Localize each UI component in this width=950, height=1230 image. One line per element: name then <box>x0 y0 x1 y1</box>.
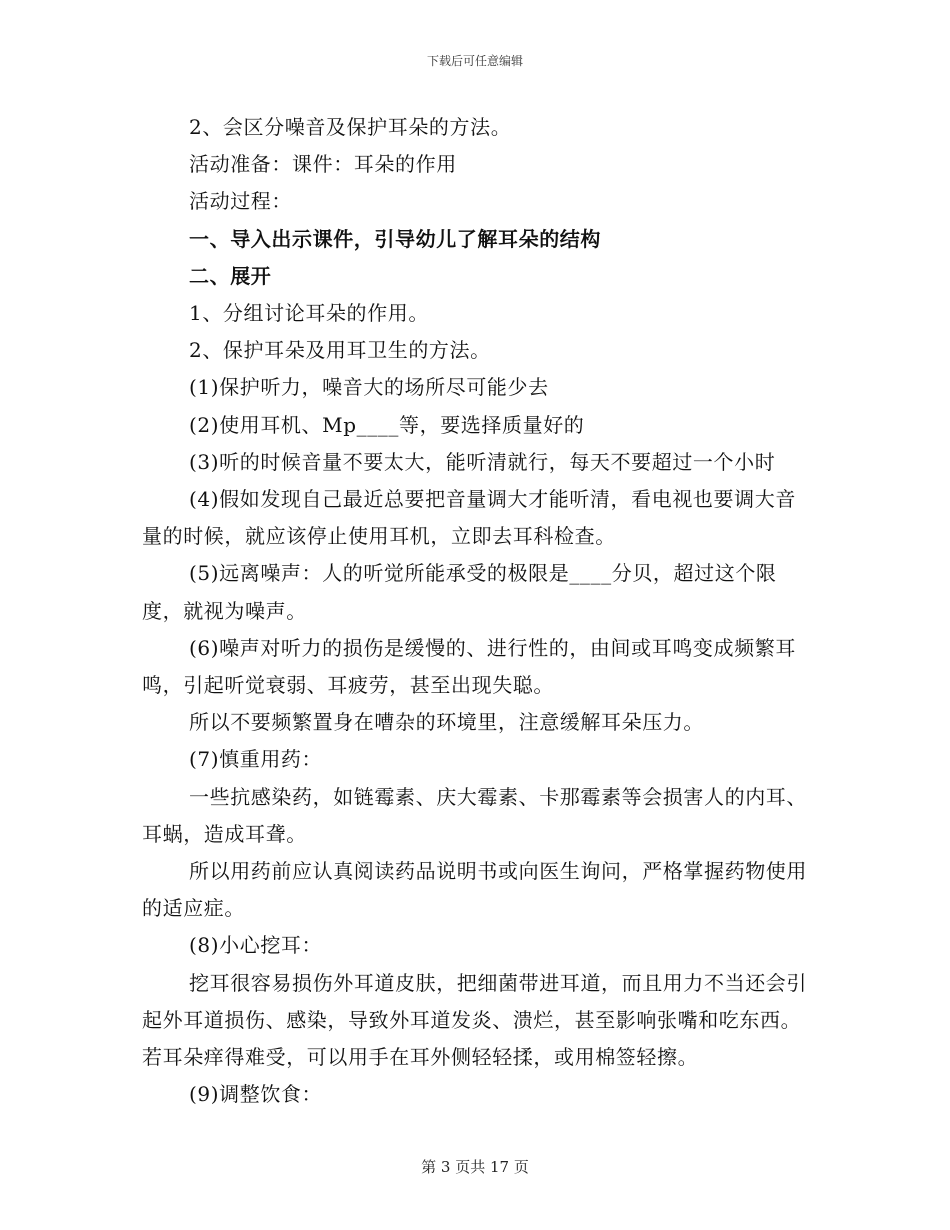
list-item-9: (9)调整饮食： <box>189 1082 323 1107</box>
page-header: 下载后可任意编辑 <box>426 54 523 68</box>
list-item-2: (2)使用耳机、Mp____等，要选择质量好的 <box>189 412 585 437</box>
list-item-3: (3)听的时候音量不要太大，能听清就行，每天不要超过一个小时 <box>189 449 776 474</box>
paragraph-19: 挖耳很容易损伤外耳道皮肤，把细菌带进耳道，而且用力不当还会引起外耳道损伤、感染，导致外耳道发炎、溃烂，甚至影响张嘴和吃东西。若耳朵痒得难受，可以用手在耳外侧轻轻揉，或用棉签轻擦。 <box>142 970 807 1070</box>
list-item-6: (6)噪声对听力的损伤是缓慢的、进行性的，由间或耳鸣变成频繁耳鸣，引起听觉衰弱、耳疲劳，甚至出现失聪。 <box>142 635 796 698</box>
paragraph-16: 一些抗感染药，如链霉素、庆大霉素、卡那霉素等会损害人的内耳、耳蜗，造成耳聋。 <box>142 784 807 846</box>
paragraph-14: 所以不要频繁置身在嘈杂的环境里，注意缓解耳朵压力。 <box>189 710 704 735</box>
document-body <box>142 109 812 1113</box>
paragraph-3: 活动过程： <box>189 189 292 214</box>
paragraph-2: 活动准备：课件：耳朵的作用 <box>189 152 457 177</box>
paragraph-6: 1、分组讨论耳朵的作用。 <box>189 301 429 326</box>
paragraph-7: 2、保护耳朵及用耳卫生的方法。 <box>189 338 491 363</box>
paragraph-1: 2、会区分噪音及保护耳朵的方法。 <box>189 115 512 139</box>
page-footer: 第 3 页共 17 页 <box>421 1158 529 1176</box>
list-item-5: (5)远离噪声：人的听觉所能承受的极限是____分贝，超过这个限度，就视为噪声。 <box>142 561 777 623</box>
list-item-7: (7)慎重用药： <box>189 747 323 772</box>
list-item-8: (8)小心挖耳： <box>189 933 323 958</box>
list-item-1: (1)保护听力，噪音大的场所尽可能少去 <box>189 375 549 400</box>
section-heading-1: 一、导入出示课件，引导幼儿了解耳朵的结构 <box>189 226 601 251</box>
section-heading-2: 二、展开 <box>189 263 272 288</box>
list-item-4: (4)假如发现自己最近总要把音量调大才能听清，看电视也要调大音量的时候，就应该停止使用耳机，立即去耳科检查。 <box>142 487 796 549</box>
paragraph-17: 所以用药前应认真阅读药品说明书或向医生询问，严格掌握药物使用的适应症。 <box>142 859 807 921</box>
